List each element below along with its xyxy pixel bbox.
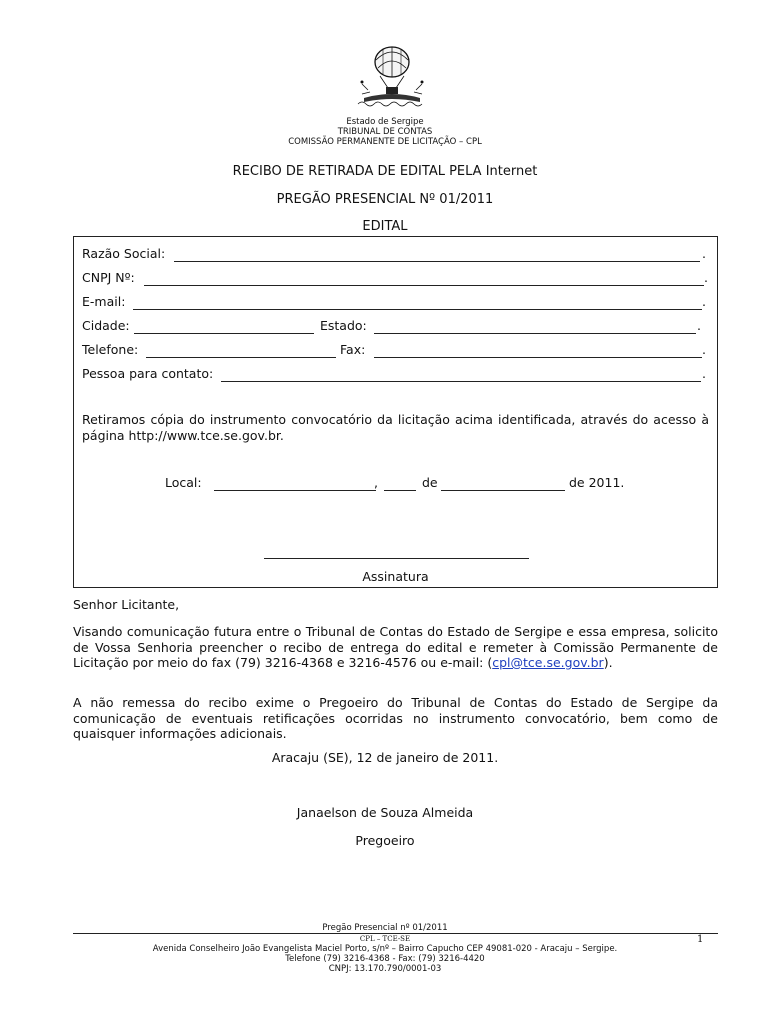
signature-label: Assinatura <box>362 569 429 584</box>
estado-field[interactable] <box>374 333 696 334</box>
label-cidade: Cidade: <box>82 318 130 333</box>
period: . <box>702 366 706 381</box>
footer-doc: Pregão Presencial nº 01/2011 <box>322 923 448 933</box>
form-box <box>73 236 718 588</box>
page-number: 1 <box>697 934 704 945</box>
telefone-field[interactable] <box>146 357 336 358</box>
paragraph-1-end: ). <box>603 655 613 670</box>
footer-dept: CPL – TCE-SE <box>359 935 411 943</box>
contato-field[interactable] <box>221 381 701 382</box>
cnpj-field[interactable] <box>144 285 704 286</box>
period: . <box>702 342 706 357</box>
paragraph-1-text: Visando comunicação futura entre o Tribunal de Contas do Estado de Sergipe e essa empresa, solicito de Vossa Senhoria preencher o recibo de entrega do edital e remeter à Comissão Permanente de Licitação por meio do fax (79) 3216-4368 e 3216-4576 ou e-mail: ( <box>73 624 718 670</box>
label-estado: Estado: <box>320 318 367 333</box>
footer-phones: Telefone (79) 3216-4368 - Fax: (79) 3216-4420 <box>285 954 485 964</box>
label-de: de <box>422 475 438 490</box>
label-contato: Pessoa para contato: <box>82 366 214 381</box>
paragraph-2: A não remessa do recibo exime o Pregoeiro do Tribunal de Contas do Estado de Sergipe da comunicação de eventuais retificações ocorridas no instrumento convocatório, bem como de quaisquer informações adicionais. <box>73 695 718 741</box>
header-court: TRIBUNAL DE CONTAS <box>337 127 433 137</box>
header-commission: COMISSÃO PERMANENTE DE LICITAÇÃO – CPL <box>288 137 482 147</box>
footer-address: Avenida Conselheiro João Evangelista Maciel Porto, s/nº – Bairro Capucho CEP 49081-020 - Aracaju – Sergipe. <box>152 944 618 954</box>
footer-divider <box>73 933 718 934</box>
date-line: Aracaju (SE), 12 de janeiro de 2011. <box>271 750 499 765</box>
section-title: EDITAL <box>362 219 408 234</box>
greeting: Senhor Licitante, <box>73 597 180 612</box>
label-cnpj: CNPJ Nº: <box>82 270 135 285</box>
signature-line[interactable] <box>264 558 529 559</box>
period: . <box>702 294 706 309</box>
label-email: E-mail: <box>82 294 126 309</box>
fax-field[interactable] <box>374 357 702 358</box>
paragraph-1 <box>73 624 718 671</box>
label-de-2011: de 2011. <box>569 475 625 490</box>
email-link[interactable]: cpl@tce.se.gov.br <box>492 655 604 670</box>
month-field[interactable] <box>441 490 565 491</box>
period: . <box>702 246 706 261</box>
local-field[interactable] <box>214 490 376 491</box>
header-state: Estado de Sergipe <box>346 117 424 127</box>
label-local: Local: <box>165 475 202 490</box>
period: . <box>704 270 708 285</box>
label-razao-social: Razão Social: <box>82 246 166 261</box>
day-field[interactable] <box>384 490 416 491</box>
email-field[interactable] <box>133 309 702 310</box>
signer-role: Pregoeiro <box>355 833 415 848</box>
document-subtitle: PREGÃO PRESENCIAL Nº 01/2011 <box>276 192 494 207</box>
cidade-field[interactable] <box>134 333 314 334</box>
declaration-text: Retiramos cópia do instrumento convocatório da licitação acima identificada, através do acesso à página http://www.tce.se.gov.br. <box>82 412 709 443</box>
period: . <box>697 318 701 333</box>
label-fax: Fax: <box>340 342 366 357</box>
label-telefone: Telefone: <box>82 342 139 357</box>
razao-social-field[interactable] <box>174 261 700 262</box>
signer-name: Janaelson de Souza Almeida <box>296 805 474 820</box>
document-title: RECIBO DE RETIRADA DE EDITAL PELA Internet <box>232 164 538 179</box>
footer-cnpj: CNPJ: 13.170.790/0001-03 <box>328 964 442 974</box>
comma: , <box>374 475 378 490</box>
coat-of-arms-seal <box>350 40 434 114</box>
